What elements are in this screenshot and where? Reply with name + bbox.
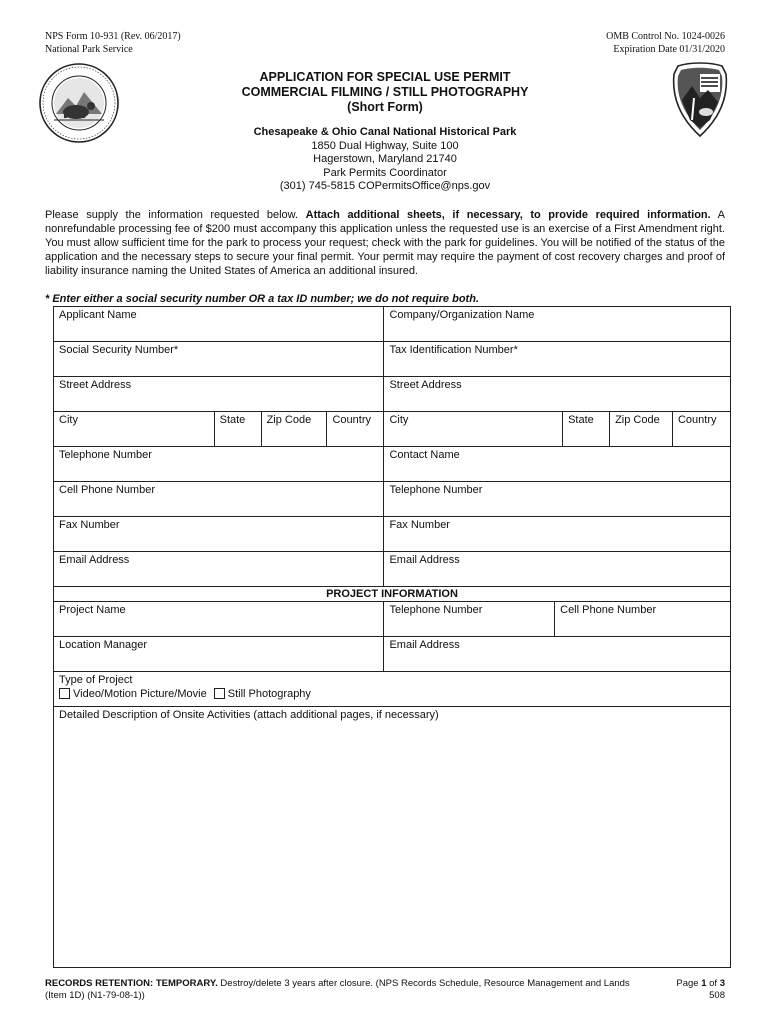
still-photography-label: Still Photography [227, 688, 311, 700]
page-code: 508 [709, 990, 725, 1001]
page-footer-right [676, 978, 725, 1002]
form-title-line-2: COMMERCIAL FILMING / STILL PHOTOGRAPHY [241, 85, 529, 99]
applicant-zip-field[interactable] [261, 412, 327, 447]
applicant-email-label: Email Address [59, 554, 130, 566]
expiration-date: Expiration Date 01/31/2020 [613, 44, 725, 55]
company-city-label: City [389, 414, 409, 426]
applicant-name-field[interactable] [54, 307, 384, 342]
company-email-field[interactable] [384, 552, 731, 587]
company-country-field[interactable] [672, 412, 730, 447]
records-retention-text: Destroy/delete 3 years after closure. (NPS Records Schedule, Resource Management and Lands (Item 1D) (N1-79-08-1)) [45, 978, 630, 1001]
type-of-project-label: Type of Project [59, 674, 133, 686]
applicant-street-field[interactable] [54, 377, 384, 412]
application-form-table [53, 306, 731, 968]
ssn-tax-id-note: * Enter either a social security number OR a tax ID number; we do not require both. [45, 293, 479, 305]
interior-department-seal-icon [38, 62, 120, 144]
onsite-activities-description-field[interactable] [54, 707, 731, 968]
company-telephone-field[interactable] [384, 482, 731, 517]
company-country-label: Country [677, 414, 717, 426]
location-manager-field[interactable] [54, 637, 384, 672]
applicant-fax-label: Fax Number [59, 519, 120, 531]
project-name-field[interactable] [54, 602, 384, 637]
page-current: 1 [701, 978, 707, 989]
page-of: of [706, 978, 720, 989]
company-street-field[interactable] [384, 377, 731, 412]
park-phone-email: (301) 745-5815 COPermitsOffice@nps.gov [279, 180, 491, 193]
onsite-activities-description-label: Detailed Description of Onsite Activities (attach additional pages, if necessary) [59, 709, 439, 721]
project-name-label: Project Name [59, 604, 126, 616]
still-photography-checkbox[interactable] [214, 688, 225, 699]
applicant-country-label: Country [332, 414, 372, 426]
company-zip-field[interactable] [610, 412, 673, 447]
company-fax-field[interactable] [384, 517, 731, 552]
company-name-field[interactable] [384, 307, 731, 342]
project-telephone-field[interactable] [384, 602, 555, 637]
records-retention-footer [45, 978, 645, 1002]
applicant-country-field[interactable] [327, 412, 384, 447]
instructions-lead: Please supply the information requested below. [45, 209, 299, 221]
agency-name: National Park Service [45, 44, 133, 55]
type-of-project-field [54, 672, 731, 707]
applicant-fax-field[interactable] [54, 517, 384, 552]
project-email-field[interactable] [384, 637, 731, 672]
applicant-email-field[interactable] [54, 552, 384, 587]
ssn-label: Social Security Number* [59, 344, 179, 356]
company-street-label: Street Address [389, 379, 462, 391]
applicant-state-label: State [219, 414, 246, 426]
instructions-paragraph [45, 208, 725, 278]
applicant-cell-phone-label: Cell Phone Number [59, 484, 155, 496]
applicant-telephone-label: Telephone Number [59, 449, 152, 461]
ssn-field[interactable] [54, 342, 384, 377]
video-motion-picture-checkbox[interactable] [59, 688, 70, 699]
contact-name-field[interactable] [384, 447, 731, 482]
tin-label: Tax Identification Number* [389, 344, 518, 356]
applicant-city-label: City [59, 414, 78, 426]
project-cell-phone-label: Cell Phone Number [560, 604, 657, 616]
company-zip-label: Zip Code [615, 414, 660, 426]
form-title [150, 70, 620, 115]
instructions-bold: Attach additional sheets, if necessary, to provide required information. [305, 209, 711, 221]
company-fax-label: Fax Number [389, 519, 450, 531]
park-address-line-1: 1850 Dual Highway, Suite 100 [311, 139, 459, 152]
tin-field[interactable] [384, 342, 731, 377]
company-state-field[interactable] [563, 412, 610, 447]
instructions-rest: A nonrefundable processing fee of $200 must accompany this application unless the requested use is an exercise of a First Amendment right. You must allow sufficient time for the park to process your request; check with the park for guidelines. You will be notified of the status of the application and the necessary steps to secure your final permit. Your permit may require the payment of cost recovery charges and proof of liability insurance naming the United States of America an additional insured. [45, 209, 726, 277]
project-information-header: PROJECT INFORMATION [54, 587, 731, 602]
applicant-zip-label: Zip Code [266, 414, 312, 426]
omb-control-number: OMB Control No. 1024-0026 [606, 31, 725, 42]
project-cell-phone-field[interactable] [555, 602, 731, 637]
records-retention-label: RECORDS RETENTION: TEMPORARY. [45, 978, 218, 989]
company-telephone-label: Telephone Number [389, 484, 483, 496]
applicant-street-label: Street Address [59, 379, 132, 391]
form-header-left [45, 30, 181, 56]
form-title-line-3: (Short Form) [347, 100, 423, 114]
nps-arrowhead-icon [670, 60, 730, 138]
location-manager-label: Location Manager [59, 639, 148, 651]
park-address-block [150, 126, 620, 194]
page-number [676, 978, 725, 990]
park-contact-title: Park Permits Coordinator [323, 166, 447, 179]
project-telephone-label: Telephone Number [389, 604, 483, 616]
form-id: NPS Form 10-931 (Rev. 06/2017) [45, 31, 181, 42]
form-title-line-1: APPLICATION FOR SPECIAL USE PERMIT [259, 70, 511, 84]
applicant-telephone-field[interactable] [54, 447, 384, 482]
applicant-state-field[interactable] [214, 412, 261, 447]
company-email-label: Email Address [389, 554, 460, 566]
company-name-label: Company/Organization Name [389, 309, 535, 321]
project-email-label: Email Address [389, 639, 460, 651]
applicant-cell-phone-field[interactable] [54, 482, 384, 517]
company-state-label: State [568, 414, 594, 426]
form-header-right [606, 30, 725, 56]
applicant-city-field[interactable] [54, 412, 215, 447]
park-address-line-2: Hagerstown, Maryland 21740 [313, 153, 457, 166]
contact-name-label: Contact Name [389, 449, 460, 461]
page-prefix: Page [676, 978, 702, 989]
video-motion-picture-label: Video/Motion Picture/Movie [73, 688, 207, 700]
company-city-field[interactable] [384, 412, 563, 447]
page-total: 3 [719, 978, 725, 989]
park-name: Chesapeake & Ohio Canal National Historical Park [253, 126, 517, 138]
applicant-name-label: Applicant Name [59, 309, 137, 321]
